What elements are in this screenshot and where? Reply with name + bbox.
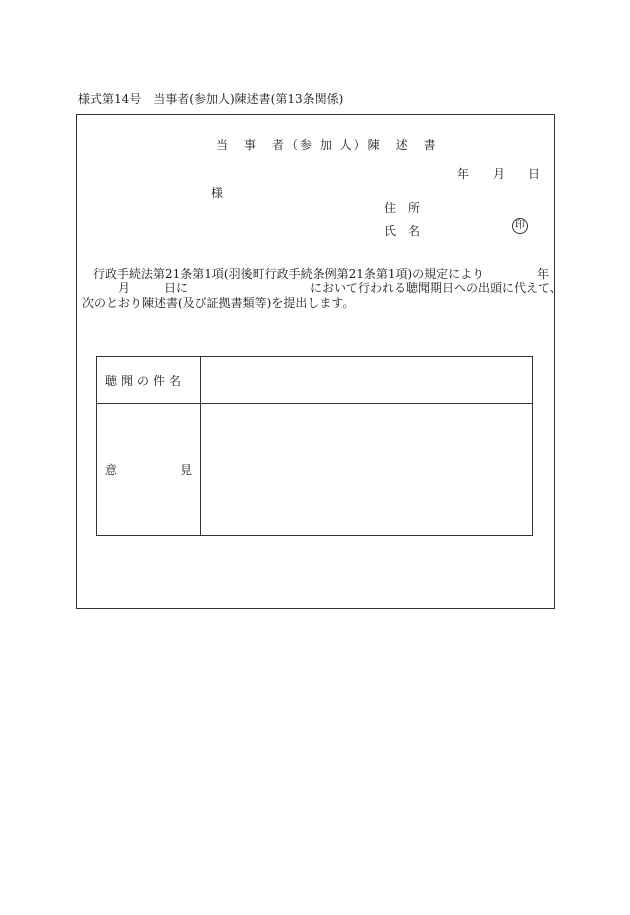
statement-year-label: 年	[537, 267, 550, 281]
opinion-field[interactable]	[201, 404, 533, 536]
case-name-label: 聴聞の件名	[105, 373, 186, 388]
statement-line-1: 行政手続法第21条第1項(羽後町行政手続条例第21条第1項)の規定により	[93, 267, 485, 281]
addressee-suffix: 様	[211, 186, 224, 200]
case-name-field[interactable]	[201, 357, 533, 404]
opinion-label-cell	[97, 404, 201, 536]
opinion-label-first: 意	[105, 463, 118, 477]
address-label: 住 所	[384, 201, 421, 215]
date-year-label: 年	[457, 167, 470, 181]
date-month-label: 月	[493, 167, 506, 181]
table-row	[97, 404, 533, 536]
statement-month-label: 月	[118, 281, 131, 295]
hearing-table	[96, 356, 533, 536]
document-title: 当 事 者（参 加 人）陳 述 書	[216, 138, 438, 152]
statement-line-2: において行われる聴聞期日への出頭に代えて、	[310, 281, 562, 295]
form-caption: 様式第14号 当事者(参加人)陳述書(第13条関係)	[78, 92, 344, 106]
opinion-label-second: 見	[179, 463, 192, 477]
date-day-label: 日	[528, 167, 541, 181]
statement-day-label: 日に	[164, 281, 189, 295]
name-label: 氏 名	[384, 224, 421, 238]
seal-icon: 印	[512, 218, 528, 234]
statement-line-3: 次のとおり陳述書(及び証拠書類等)を提出します。	[82, 296, 355, 310]
table-row	[97, 357, 533, 404]
opinion-label	[97, 461, 200, 478]
case-name-label-cell	[97, 357, 201, 404]
